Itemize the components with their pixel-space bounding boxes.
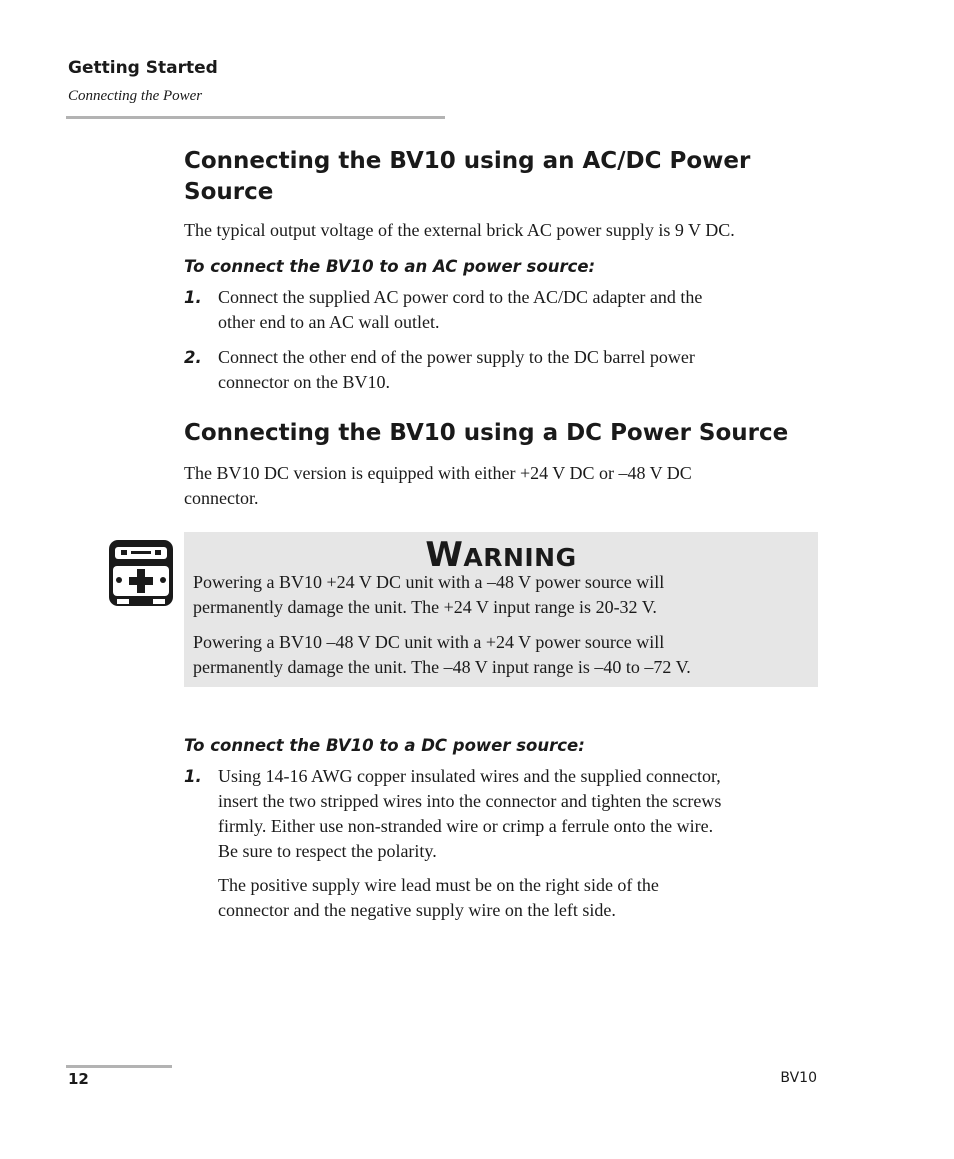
text-line: permanently damage the unit. The +24 V input range is 20-32 V. bbox=[193, 597, 657, 617]
step-number: 2. bbox=[184, 348, 202, 367]
polarity-note bbox=[218, 873, 818, 923]
step-text bbox=[218, 764, 818, 864]
text-line: insert the two stripped wires into the connector and tighten the screws bbox=[218, 791, 722, 811]
text-line: Using 14-16 AWG copper insulated wires and the supplied connector, bbox=[218, 766, 721, 786]
running-header-subtitle: Connecting the Power bbox=[68, 88, 203, 104]
list-item bbox=[184, 345, 824, 395]
header-rule bbox=[66, 116, 445, 119]
text-line: Be sure to respect the polarity. bbox=[218, 841, 437, 861]
list-item bbox=[184, 764, 824, 864]
step-number: 1. bbox=[184, 767, 202, 786]
warning-title bbox=[184, 535, 818, 575]
heading-line: Connecting the BV10 using an AC/DC Power bbox=[184, 148, 751, 174]
section-heading-dc: Connecting the BV10 using a DC Power Source bbox=[184, 420, 789, 446]
running-header-title: Getting Started bbox=[68, 58, 218, 78]
text-line: connector and the negative supply wire on the left side. bbox=[218, 900, 616, 920]
text-line: Connect the other end of the power supply to the DC barrel power bbox=[218, 347, 695, 367]
step-number: 1. bbox=[184, 288, 202, 307]
text-line: firmly. Either use non-stranded wire or crimp a ferrule onto the wire. bbox=[218, 816, 714, 836]
procedure-title-dc: To connect the BV10 to a DC power source: bbox=[184, 736, 585, 755]
text-line: The positive supply wire lead must be on the right side of the bbox=[218, 875, 659, 895]
footer-product-name: BV10 bbox=[780, 1070, 817, 1086]
section-intro-dc bbox=[184, 461, 824, 511]
text-line: The BV10 DC version is equipped with either +24 V DC or –48 V DC bbox=[184, 463, 692, 483]
warning-title-cap: W bbox=[425, 535, 464, 575]
text-line: other end to an AC wall outlet. bbox=[218, 312, 440, 332]
section-intro-ac: The typical output voltage of the external brick AC power supply is 9 V DC. bbox=[184, 220, 735, 240]
section-heading-ac-dc bbox=[184, 146, 804, 208]
warning-title-rest: ARNING bbox=[463, 543, 577, 572]
heading-line: Source bbox=[184, 179, 274, 205]
warning-paragraph-2 bbox=[193, 630, 808, 680]
text-line: Powering a BV10 +24 V DC unit with a –48 V power source will bbox=[193, 572, 665, 592]
warning-ambulance-icon bbox=[107, 538, 175, 608]
text-line: permanently damage the unit. The –48 V input range is –40 to –72 V. bbox=[193, 657, 691, 677]
warning-paragraph-1 bbox=[193, 570, 808, 620]
page-number: 12 bbox=[68, 1070, 89, 1088]
list-item bbox=[184, 285, 824, 335]
text-line: connector. bbox=[184, 488, 259, 508]
procedure-title-ac: To connect the BV10 to an AC power source: bbox=[184, 257, 596, 276]
warning-box bbox=[184, 532, 818, 687]
text-line: Powering a BV10 –48 V DC unit with a +24 V power source will bbox=[193, 632, 665, 652]
step-text bbox=[218, 345, 818, 395]
text-line: connector on the BV10. bbox=[218, 372, 390, 392]
step-text bbox=[218, 285, 818, 335]
footer-rule bbox=[66, 1065, 172, 1068]
text-line: Connect the supplied AC power cord to the AC/DC adapter and the bbox=[218, 287, 703, 307]
